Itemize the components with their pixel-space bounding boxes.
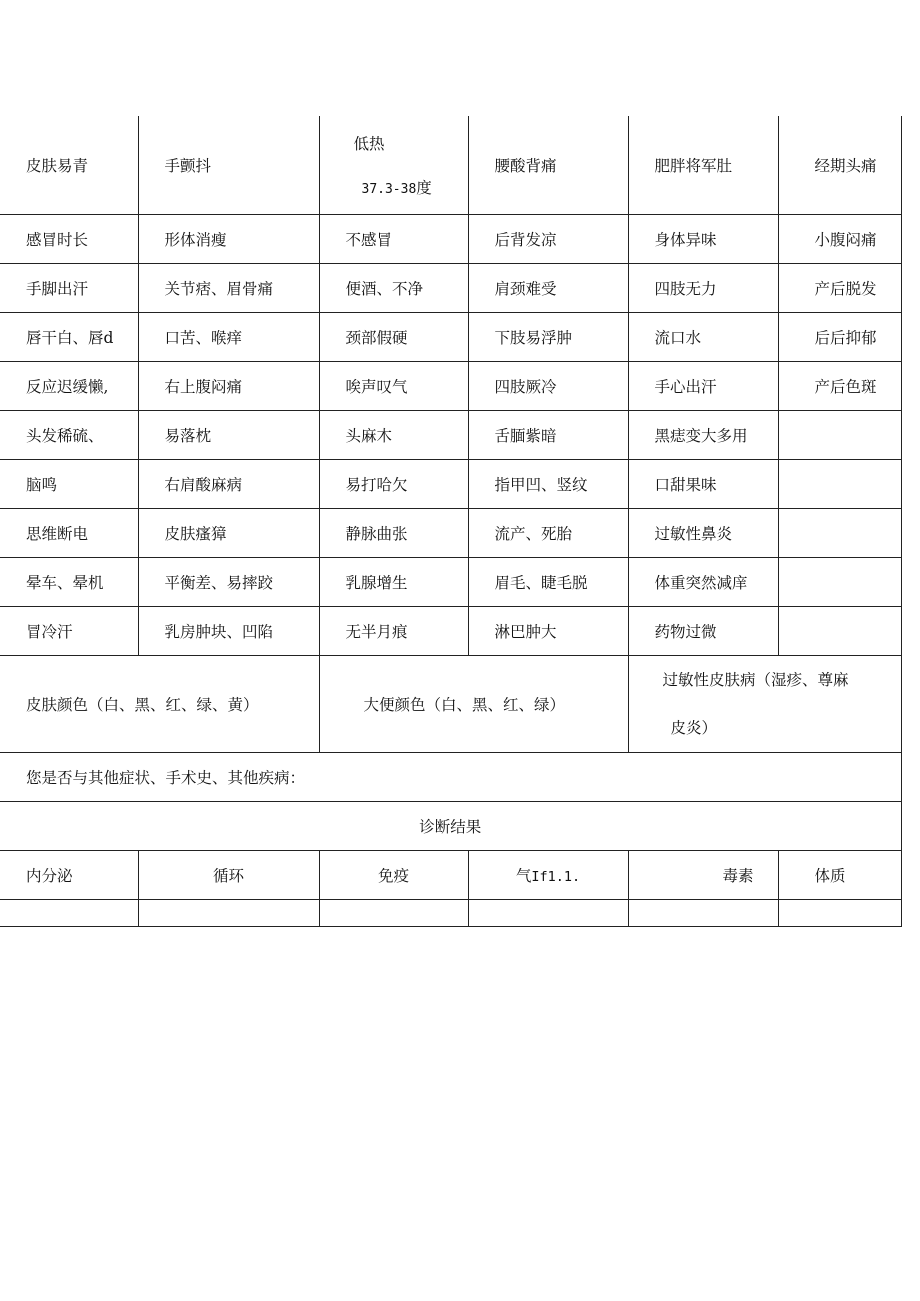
symptom-cell: 后背发凉 <box>468 215 628 264</box>
table-row <box>0 460 901 509</box>
symptom-cell: 过敏性鼻炎 <box>628 509 778 558</box>
symptom-cell: 腰酸背痛 <box>468 116 628 215</box>
category-qi-code: If1.1. <box>531 869 581 885</box>
symptom-cell <box>778 411 901 460</box>
symptom-cell: 皮肤易青 <box>0 116 138 215</box>
symptom-cell: 不感冒 <box>319 215 468 264</box>
symptom-cell: 晕车、晕机 <box>0 558 138 607</box>
category-circulation: 循环 <box>138 851 319 900</box>
table-row <box>0 607 901 656</box>
empty-cell[interactable] <box>468 900 628 927</box>
symptom-cell: 感冒时长 <box>0 215 138 264</box>
symptom-cell: 唇干白、唇d <box>0 313 138 362</box>
symptom-cell: 乳腺增生 <box>319 558 468 607</box>
table-row <box>0 362 901 411</box>
symptom-cell: 口苦、喉痒 <box>138 313 319 362</box>
symptom-cell: 易打哈欠 <box>319 460 468 509</box>
symptom-cell: 形体消瘦 <box>138 215 319 264</box>
symptom-cell: 体重突然减庠 <box>628 558 778 607</box>
symptom-cell: 下肢易浮肿 <box>468 313 628 362</box>
category-immune: 免疫 <box>319 851 468 900</box>
symptom-cell: 小腹闷痛 <box>778 215 901 264</box>
symptom-cell <box>778 558 901 607</box>
symptom-cell: 脑鸣 <box>0 460 138 509</box>
empty-cell[interactable] <box>778 900 901 927</box>
symptom-cell: 平衡差、易摔跤 <box>138 558 319 607</box>
symptom-cell: 易落枕 <box>138 411 319 460</box>
symptom-cell: 静脉曲张 <box>319 509 468 558</box>
category-qi <box>468 851 628 900</box>
skin-color-cell: 皮肤颜色（白、黑、红、绿、黄） <box>0 656 319 753</box>
symptom-cell: 皮肤瘙獐 <box>138 509 319 558</box>
symptom-cell-low-fever <box>319 116 468 215</box>
symptom-cell: 头麻木 <box>319 411 468 460</box>
symptom-cell: 右上腹闷痛 <box>138 362 319 411</box>
symptom-cell: 身体异味 <box>628 215 778 264</box>
symptom-cell: 手脚出汗 <box>0 264 138 313</box>
category-toxin: 毒素 <box>628 851 778 900</box>
symptom-cell: 产后脱发 <box>778 264 901 313</box>
skin-allergy-line1: 过敏性皮肤病（湿疹、尊麻 <box>662 671 849 689</box>
symptom-cell: 淋巴肿大 <box>468 607 628 656</box>
symptom-cell: 眉毛、睫毛脱 <box>468 558 628 607</box>
table-row <box>0 116 901 215</box>
empty-cell[interactable] <box>319 900 468 927</box>
symptom-cell: 肩颈难受 <box>468 264 628 313</box>
table-row-colors <box>0 656 901 753</box>
symptom-cell: 头发稀硫、 <box>0 411 138 460</box>
symptom-cell: 无半月痕 <box>319 607 468 656</box>
symptom-cell <box>778 460 901 509</box>
symptom-cell: 四肢无力 <box>628 264 778 313</box>
table-row-result-title <box>0 802 901 851</box>
symptom-cell: 右肩酸麻病 <box>138 460 319 509</box>
table-row <box>0 558 901 607</box>
symptom-cell: 唉声叹气 <box>319 362 468 411</box>
symptom-cell: 四肢厥冷 <box>468 362 628 411</box>
symptom-cell: 流口水 <box>628 313 778 362</box>
symptom-cell: 手颤抖 <box>138 116 319 215</box>
symptom-cell: 药物过微 <box>628 607 778 656</box>
low-fever-unit: 度 <box>416 179 432 197</box>
symptom-cell: 手心出汗 <box>628 362 778 411</box>
empty-cell[interactable] <box>628 900 778 927</box>
symptom-cell: 冒冷汗 <box>0 607 138 656</box>
symptom-cell: 经期头痛 <box>778 116 901 215</box>
symptom-cell <box>778 509 901 558</box>
symptom-cell: 流产、死胎 <box>468 509 628 558</box>
symptom-cell: 反应迟缓懒, <box>0 362 138 411</box>
low-fever-range <box>354 176 468 198</box>
other-question-cell: 您是否与其他症状、手术史、其他疾病： <box>0 753 901 802</box>
table-row-empty <box>0 900 901 927</box>
table-row-other-question <box>0 753 901 802</box>
symptom-cell: 黑痣变大多用 <box>628 411 778 460</box>
table-row <box>0 313 901 362</box>
table-row <box>0 411 901 460</box>
table-row-categories <box>0 851 901 900</box>
low-fever-range-value: 37.3-38 <box>361 182 417 197</box>
symptom-cell: 颈部假硬 <box>319 313 468 362</box>
result-title: 诊断结果 <box>0 802 901 851</box>
category-qi-char: 气 <box>515 867 532 885</box>
table-row <box>0 215 901 264</box>
symptom-cell: 乳房肿块、凹陷 <box>138 607 319 656</box>
symptom-cell: 便酒、不净 <box>319 264 468 313</box>
symptom-cell <box>778 607 901 656</box>
category-constitution: 体质 <box>778 851 901 900</box>
low-fever-label: 低热 <box>353 135 385 153</box>
symptom-cell: 产后色斑 <box>778 362 901 411</box>
symptom-cell: 关节痞、眉骨痛 <box>138 264 319 313</box>
skin-allergy-line2: 皮炎） <box>670 719 718 737</box>
symptom-cell: 肥胖将军肚 <box>628 116 778 215</box>
symptom-cell: 舌腼紫暗 <box>468 411 628 460</box>
symptom-cell: 口甜果味 <box>628 460 778 509</box>
symptom-cell: 思维断电 <box>0 509 138 558</box>
symptom-cell: 指甲凹、竖纹 <box>468 460 628 509</box>
empty-cell[interactable] <box>0 900 138 927</box>
empty-cell[interactable] <box>138 900 319 927</box>
stool-color-cell: 大便颜色（白、黑、红、绿） <box>319 656 628 753</box>
symptom-table <box>0 116 902 927</box>
table-row <box>0 509 901 558</box>
symptom-cell: 后后抑郁 <box>778 313 901 362</box>
category-endocrine: 内分泌 <box>0 851 138 900</box>
symptom-form <box>0 116 901 927</box>
table-row <box>0 264 901 313</box>
skin-allergy-cell <box>628 656 901 753</box>
